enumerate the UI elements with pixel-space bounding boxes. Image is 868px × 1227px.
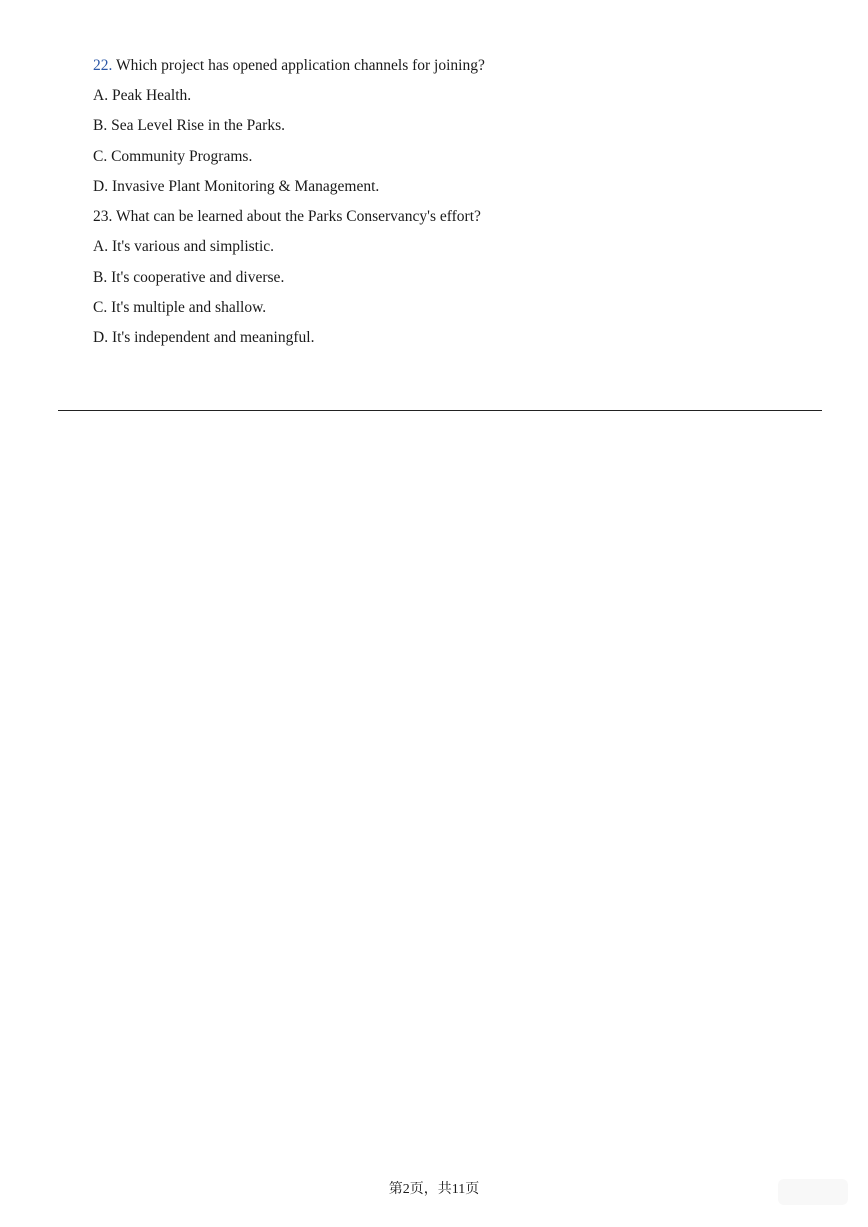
question-22-option-b: B. Sea Level Rise in the Parks. (93, 117, 285, 134)
question-22-stem (93, 56, 485, 76)
question-23-option-a: A. It's various and simplistic. (93, 238, 275, 255)
question-22-option-c: C. Community Programs. (93, 148, 253, 165)
question-23-option-b: B. It's cooperative and diverse. (93, 269, 285, 286)
page-number-footer: 第2页，共11页 (388, 1182, 480, 1197)
question-22-text: Which project has opened application channels for joining? (115, 57, 485, 74)
question-23-number: 23. (93, 208, 113, 225)
watermark-logo (778, 1179, 848, 1205)
question-23-text: What can be learned about the Parks Conservancy's effort? (115, 208, 481, 225)
section-divider (58, 410, 822, 411)
question-23-option-d: D. It's independent and meaningful. (93, 329, 315, 346)
question-22-option-d: D. Invasive Plant Monitoring & Management. (93, 178, 380, 195)
question-22-number: 22. (93, 57, 113, 74)
question-22-option-a: A. Peak Health. (93, 87, 192, 104)
question-23-stem (93, 207, 481, 227)
question-23-option-c: C. It's multiple and shallow. (93, 299, 267, 316)
